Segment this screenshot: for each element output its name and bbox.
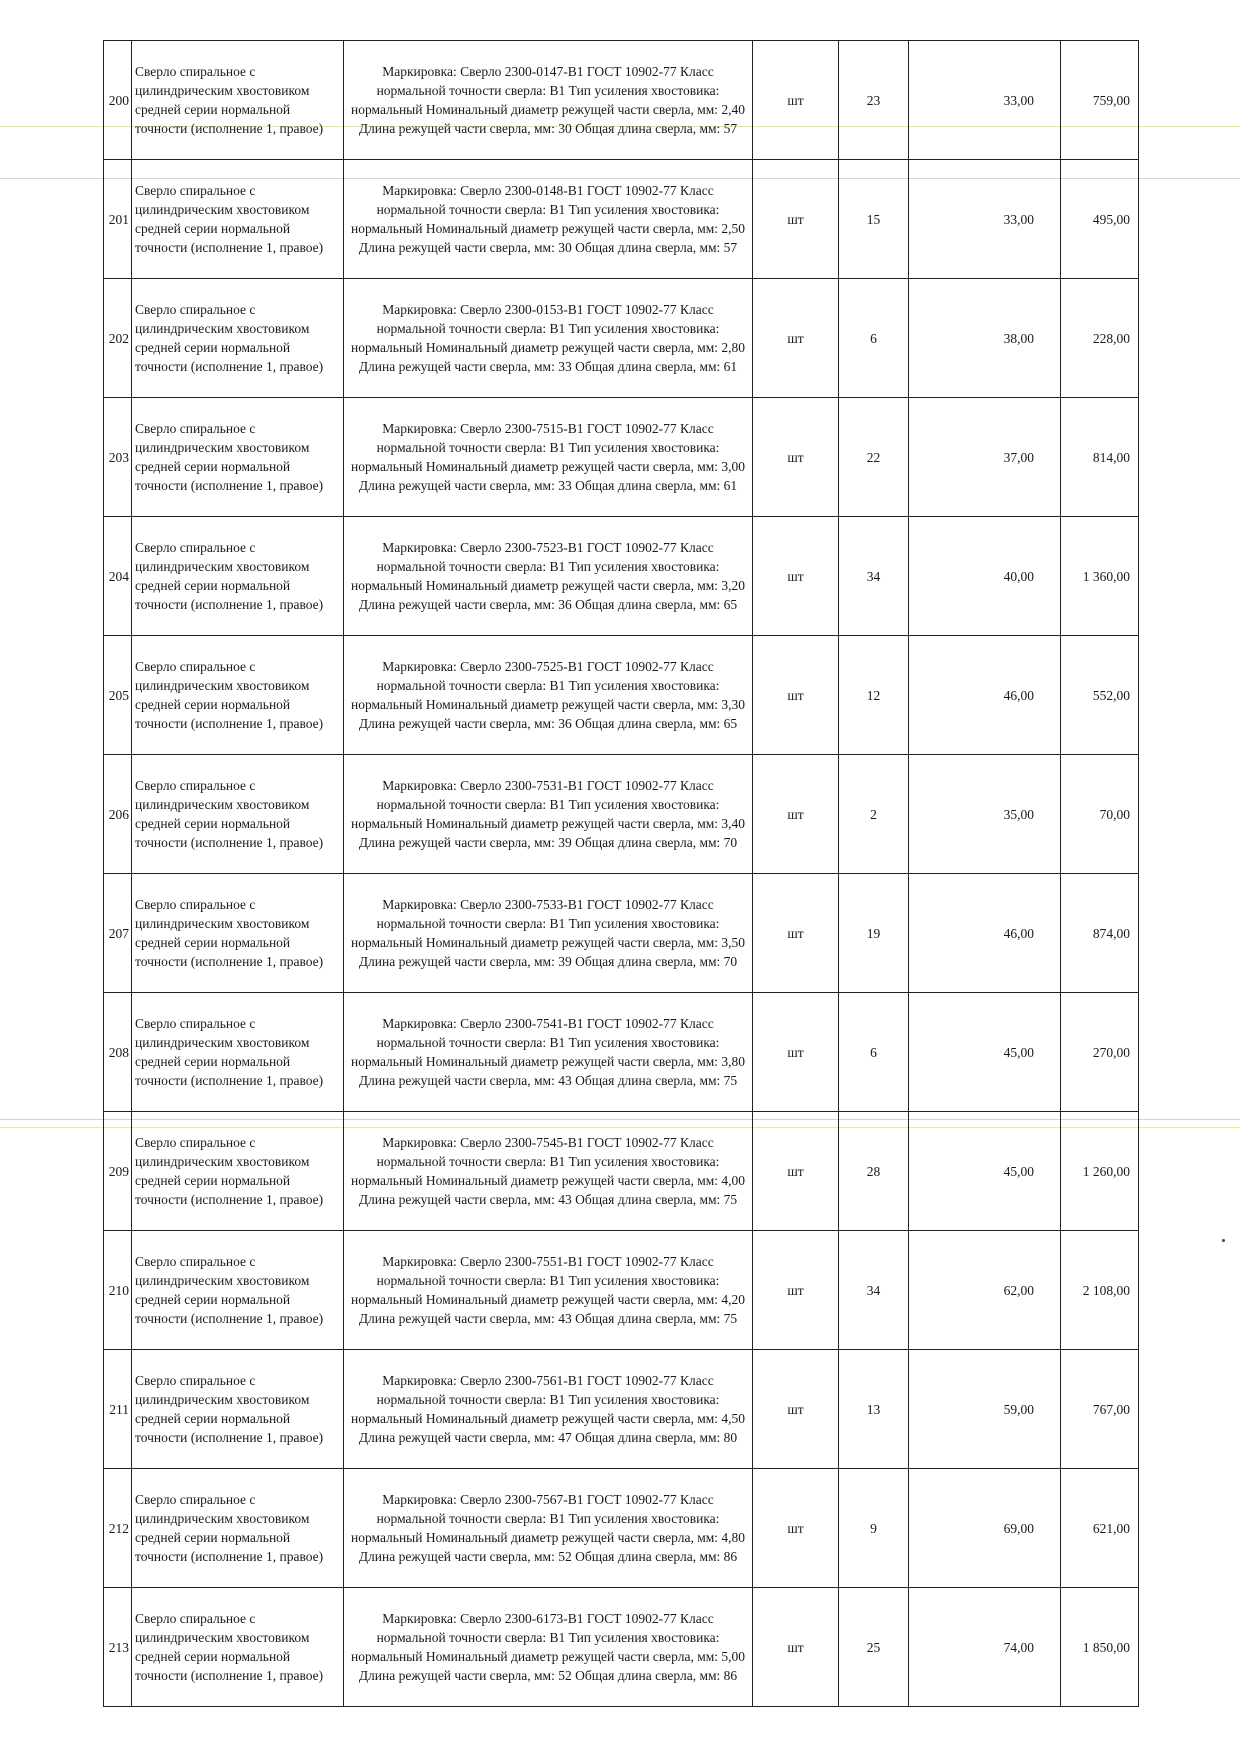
item-unit: шт — [753, 1350, 839, 1469]
item-price: 69,00 — [909, 1469, 1061, 1588]
item-name: Сверло спиральное с цилиндрическим хвостовиком средней серии нормальной точности (исполнение 1, правое) — [132, 755, 344, 874]
table-row — [104, 41, 1139, 160]
row-number: 202 — [104, 279, 132, 398]
item-description: Маркировка: Сверло 2300-7533-В1 ГОСТ 10902-77 Класс нормальной точности сверла: В1 Тип усиления хвостовика: нормальный Номинальный диаметр режущей части сверла, мм: 3,50 Длина режущей части сверла, мм: 39 Общая длина сверла, мм: 70 — [344, 874, 753, 993]
table-row — [104, 755, 1139, 874]
item-price: 38,00 — [909, 279, 1061, 398]
item-sum: 1 360,00 — [1061, 517, 1139, 636]
item-description: Маркировка: Сверло 2300-7523-В1 ГОСТ 10902-77 Класс нормальной точности сверла: В1 Тип усиления хвостовика: нормальный Номинальный диаметр режущей части сверла, мм: 3,20 Длина режущей части сверла, мм: 36 Общая длина сверла, мм: 65 — [344, 517, 753, 636]
items-table-body — [104, 41, 1139, 1707]
item-name: Сверло спиральное с цилиндрическим хвостовиком средней серии нормальной точности (исполнение 1, правое) — [132, 636, 344, 755]
scan-speck — [1222, 1239, 1225, 1242]
item-sum: 767,00 — [1061, 1350, 1139, 1469]
item-sum: 1 260,00 — [1061, 1112, 1139, 1231]
item-name: Сверло спиральное с цилиндрическим хвостовиком средней серии нормальной точности (исполнение 1, правое) — [132, 279, 344, 398]
item-quantity: 34 — [839, 1231, 909, 1350]
table-row — [104, 1112, 1139, 1231]
table-row — [104, 398, 1139, 517]
item-unit: шт — [753, 398, 839, 517]
item-description: Маркировка: Сверло 2300-0148-В1 ГОСТ 10902-77 Класс нормальной точности сверла: В1 Тип усиления хвостовика: нормальный Номинальный диаметр режущей части сверла, мм: 2,50 Длина режущей части сверла, мм: 30 Общая длина сверла, мм: 57 — [344, 160, 753, 279]
item-quantity: 2 — [839, 755, 909, 874]
item-name: Сверло спиральное с цилиндрическим хвостовиком средней серии нормальной точности (исполнение 1, правое) — [132, 1469, 344, 1588]
item-name: Сверло спиральное с цилиндрическим хвостовиком средней серии нормальной точности (исполнение 1, правое) — [132, 160, 344, 279]
item-description: Маркировка: Сверло 2300-7531-В1 ГОСТ 10902-77 Класс нормальной точности сверла: В1 Тип усиления хвостовика: нормальный Номинальный диаметр режущей части сверла, мм: 3,40 Длина режущей части сверла, мм: 39 Общая длина сверла, мм: 70 — [344, 755, 753, 874]
row-number: 201 — [104, 160, 132, 279]
item-quantity: 25 — [839, 1588, 909, 1707]
row-number: 208 — [104, 993, 132, 1112]
item-price: 46,00 — [909, 874, 1061, 993]
item-name: Сверло спиральное с цилиндрическим хвостовиком средней серии нормальной точности (исполнение 1, правое) — [132, 993, 344, 1112]
table-row — [104, 1231, 1139, 1350]
item-description: Маркировка: Сверло 2300-7515-В1 ГОСТ 10902-77 Класс нормальной точности сверла: В1 Тип усиления хвостовика: нормальный Номинальный диаметр режущей части сверла, мм: 3,00 Длина режущей части сверла, мм: 33 Общая длина сверла, мм: 61 — [344, 398, 753, 517]
row-number: 210 — [104, 1231, 132, 1350]
item-sum: 621,00 — [1061, 1469, 1139, 1588]
table-row — [104, 160, 1139, 279]
item-sum: 552,00 — [1061, 636, 1139, 755]
item-description: Маркировка: Сверло 2300-7551-В1 ГОСТ 10902-77 Класс нормальной точности сверла: В1 Тип усиления хвостовика: нормальный Номинальный диаметр режущей части сверла, мм: 4,20 Длина режущей части сверла, мм: 43 Общая длина сверла, мм: 75 — [344, 1231, 753, 1350]
item-quantity: 6 — [839, 993, 909, 1112]
item-name: Сверло спиральное с цилиндрическим хвостовиком средней серии нормальной точности (исполнение 1, правое) — [132, 1231, 344, 1350]
row-number: 206 — [104, 755, 132, 874]
item-description: Маркировка: Сверло 2300-7567-В1 ГОСТ 10902-77 Класс нормальной точности сверла: В1 Тип усиления хвостовика: нормальный Номинальный диаметр режущей части сверла, мм: 4,80 Длина режущей части сверла, мм: 52 Общая длина сверла, мм: 86 — [344, 1469, 753, 1588]
item-unit: шт — [753, 1231, 839, 1350]
item-description: Маркировка: Сверло 2300-7541-В1 ГОСТ 10902-77 Класс нормальной точности сверла: В1 Тип усиления хвостовика: нормальный Номинальный диаметр режущей части сверла, мм: 3,80 Длина режущей части сверла, мм: 43 Общая длина сверла, мм: 75 — [344, 993, 753, 1112]
row-number: 200 — [104, 41, 132, 160]
item-sum: 1 850,00 — [1061, 1588, 1139, 1707]
row-number: 207 — [104, 874, 132, 993]
item-quantity: 6 — [839, 279, 909, 398]
table-row — [104, 993, 1139, 1112]
item-sum: 70,00 — [1061, 755, 1139, 874]
row-number: 213 — [104, 1588, 132, 1707]
item-price: 45,00 — [909, 993, 1061, 1112]
item-sum: 759,00 — [1061, 41, 1139, 160]
item-description: Маркировка: Сверло 2300-7561-В1 ГОСТ 10902-77 Класс нормальной точности сверла: В1 Тип усиления хвостовика: нормальный Номинальный диаметр режущей части сверла, мм: 4,50 Длина режущей части сверла, мм: 47 Общая длина сверла, мм: 80 — [344, 1350, 753, 1469]
row-number: 203 — [104, 398, 132, 517]
item-name: Сверло спиральное с цилиндрическим хвостовиком средней серии нормальной точности (исполнение 1, правое) — [132, 1350, 344, 1469]
item-description: Маркировка: Сверло 2300-0153-В1 ГОСТ 10902-77 Класс нормальной точности сверла: В1 Тип усиления хвостовика: нормальный Номинальный диаметр режущей части сверла, мм: 2,80 Длина режущей части сверла, мм: 33 Общая длина сверла, мм: 61 — [344, 279, 753, 398]
table-row — [104, 636, 1139, 755]
table-row — [104, 1350, 1139, 1469]
item-price: 37,00 — [909, 398, 1061, 517]
item-unit: шт — [753, 517, 839, 636]
item-sum: 874,00 — [1061, 874, 1139, 993]
item-unit: шт — [753, 279, 839, 398]
item-sum: 228,00 — [1061, 279, 1139, 398]
item-unit: шт — [753, 755, 839, 874]
row-number: 211 — [104, 1350, 132, 1469]
item-quantity: 15 — [839, 160, 909, 279]
item-unit: шт — [753, 1469, 839, 1588]
item-quantity: 34 — [839, 517, 909, 636]
item-description: Маркировка: Сверло 2300-6173-В1 ГОСТ 10902-77 Класс нормальной точности сверла: В1 Тип усиления хвостовика: нормальный Номинальный диаметр режущей части сверла, мм: 5,00 Длина режущей части сверла, мм: 52 Общая длина сверла, мм: 86 — [344, 1588, 753, 1707]
item-price: 46,00 — [909, 636, 1061, 755]
item-price: 59,00 — [909, 1350, 1061, 1469]
item-sum: 2 108,00 — [1061, 1231, 1139, 1350]
item-price: 45,00 — [909, 1112, 1061, 1231]
item-name: Сверло спиральное с цилиндрическим хвостовиком средней серии нормальной точности (исполнение 1, правое) — [132, 398, 344, 517]
item-quantity: 9 — [839, 1469, 909, 1588]
item-sum: 270,00 — [1061, 993, 1139, 1112]
table-row — [104, 279, 1139, 398]
item-price: 74,00 — [909, 1588, 1061, 1707]
item-sum: 814,00 — [1061, 398, 1139, 517]
item-quantity: 22 — [839, 398, 909, 517]
item-unit: шт — [753, 874, 839, 993]
item-name: Сверло спиральное с цилиндрическим хвостовиком средней серии нормальной точности (исполнение 1, правое) — [132, 41, 344, 160]
item-price: 62,00 — [909, 1231, 1061, 1350]
item-name: Сверло спиральное с цилиндрическим хвостовиком средней серии нормальной точности (исполнение 1, правое) — [132, 1588, 344, 1707]
items-table — [103, 40, 1139, 1707]
item-quantity: 28 — [839, 1112, 909, 1231]
table-row — [104, 1469, 1139, 1588]
item-price: 40,00 — [909, 517, 1061, 636]
table-row — [104, 517, 1139, 636]
item-name: Сверло спиральное с цилиндрическим хвостовиком средней серии нормальной точности (исполнение 1, правое) — [132, 1112, 344, 1231]
item-quantity: 12 — [839, 636, 909, 755]
item-quantity: 19 — [839, 874, 909, 993]
item-unit: шт — [753, 1112, 839, 1231]
item-quantity: 13 — [839, 1350, 909, 1469]
item-price: 35,00 — [909, 755, 1061, 874]
item-description: Маркировка: Сверло 2300-0147-В1 ГОСТ 10902-77 Класс нормальной точности сверла: В1 Тип усиления хвостовика: нормальный Номинальный диаметр режущей части сверла, мм: 2,40 Длина режущей части сверла, мм: 30 Общая длина сверла, мм: 57 — [344, 41, 753, 160]
row-number: 204 — [104, 517, 132, 636]
item-description: Маркировка: Сверло 2300-7545-В1 ГОСТ 10902-77 Класс нормальной точности сверла: В1 Тип усиления хвостовика: нормальный Номинальный диаметр режущей части сверла, мм: 4,00 Длина режущей части сверла, мм: 43 Общая длина сверла, мм: 75 — [344, 1112, 753, 1231]
table-row — [104, 1588, 1139, 1707]
item-unit: шт — [753, 993, 839, 1112]
item-name: Сверло спиральное с цилиндрическим хвостовиком средней серии нормальной точности (исполнение 1, правое) — [132, 874, 344, 993]
table-row — [104, 874, 1139, 993]
item-price: 33,00 — [909, 41, 1061, 160]
item-unit: шт — [753, 1588, 839, 1707]
item-sum: 495,00 — [1061, 160, 1139, 279]
item-unit: шт — [753, 636, 839, 755]
item-name: Сверло спиральное с цилиндрическим хвостовиком средней серии нормальной точности (исполнение 1, правое) — [132, 517, 344, 636]
item-quantity: 23 — [839, 41, 909, 160]
item-price: 33,00 — [909, 160, 1061, 279]
row-number: 212 — [104, 1469, 132, 1588]
row-number: 205 — [104, 636, 132, 755]
item-description: Маркировка: Сверло 2300-7525-В1 ГОСТ 10902-77 Класс нормальной точности сверла: В1 Тип усиления хвостовика: нормальный Номинальный диаметр режущей части сверла, мм: 3,30 Длина режущей части сверла, мм: 36 Общая длина сверла, мм: 65 — [344, 636, 753, 755]
item-unit: шт — [753, 160, 839, 279]
row-number: 209 — [104, 1112, 132, 1231]
item-unit: шт — [753, 41, 839, 160]
